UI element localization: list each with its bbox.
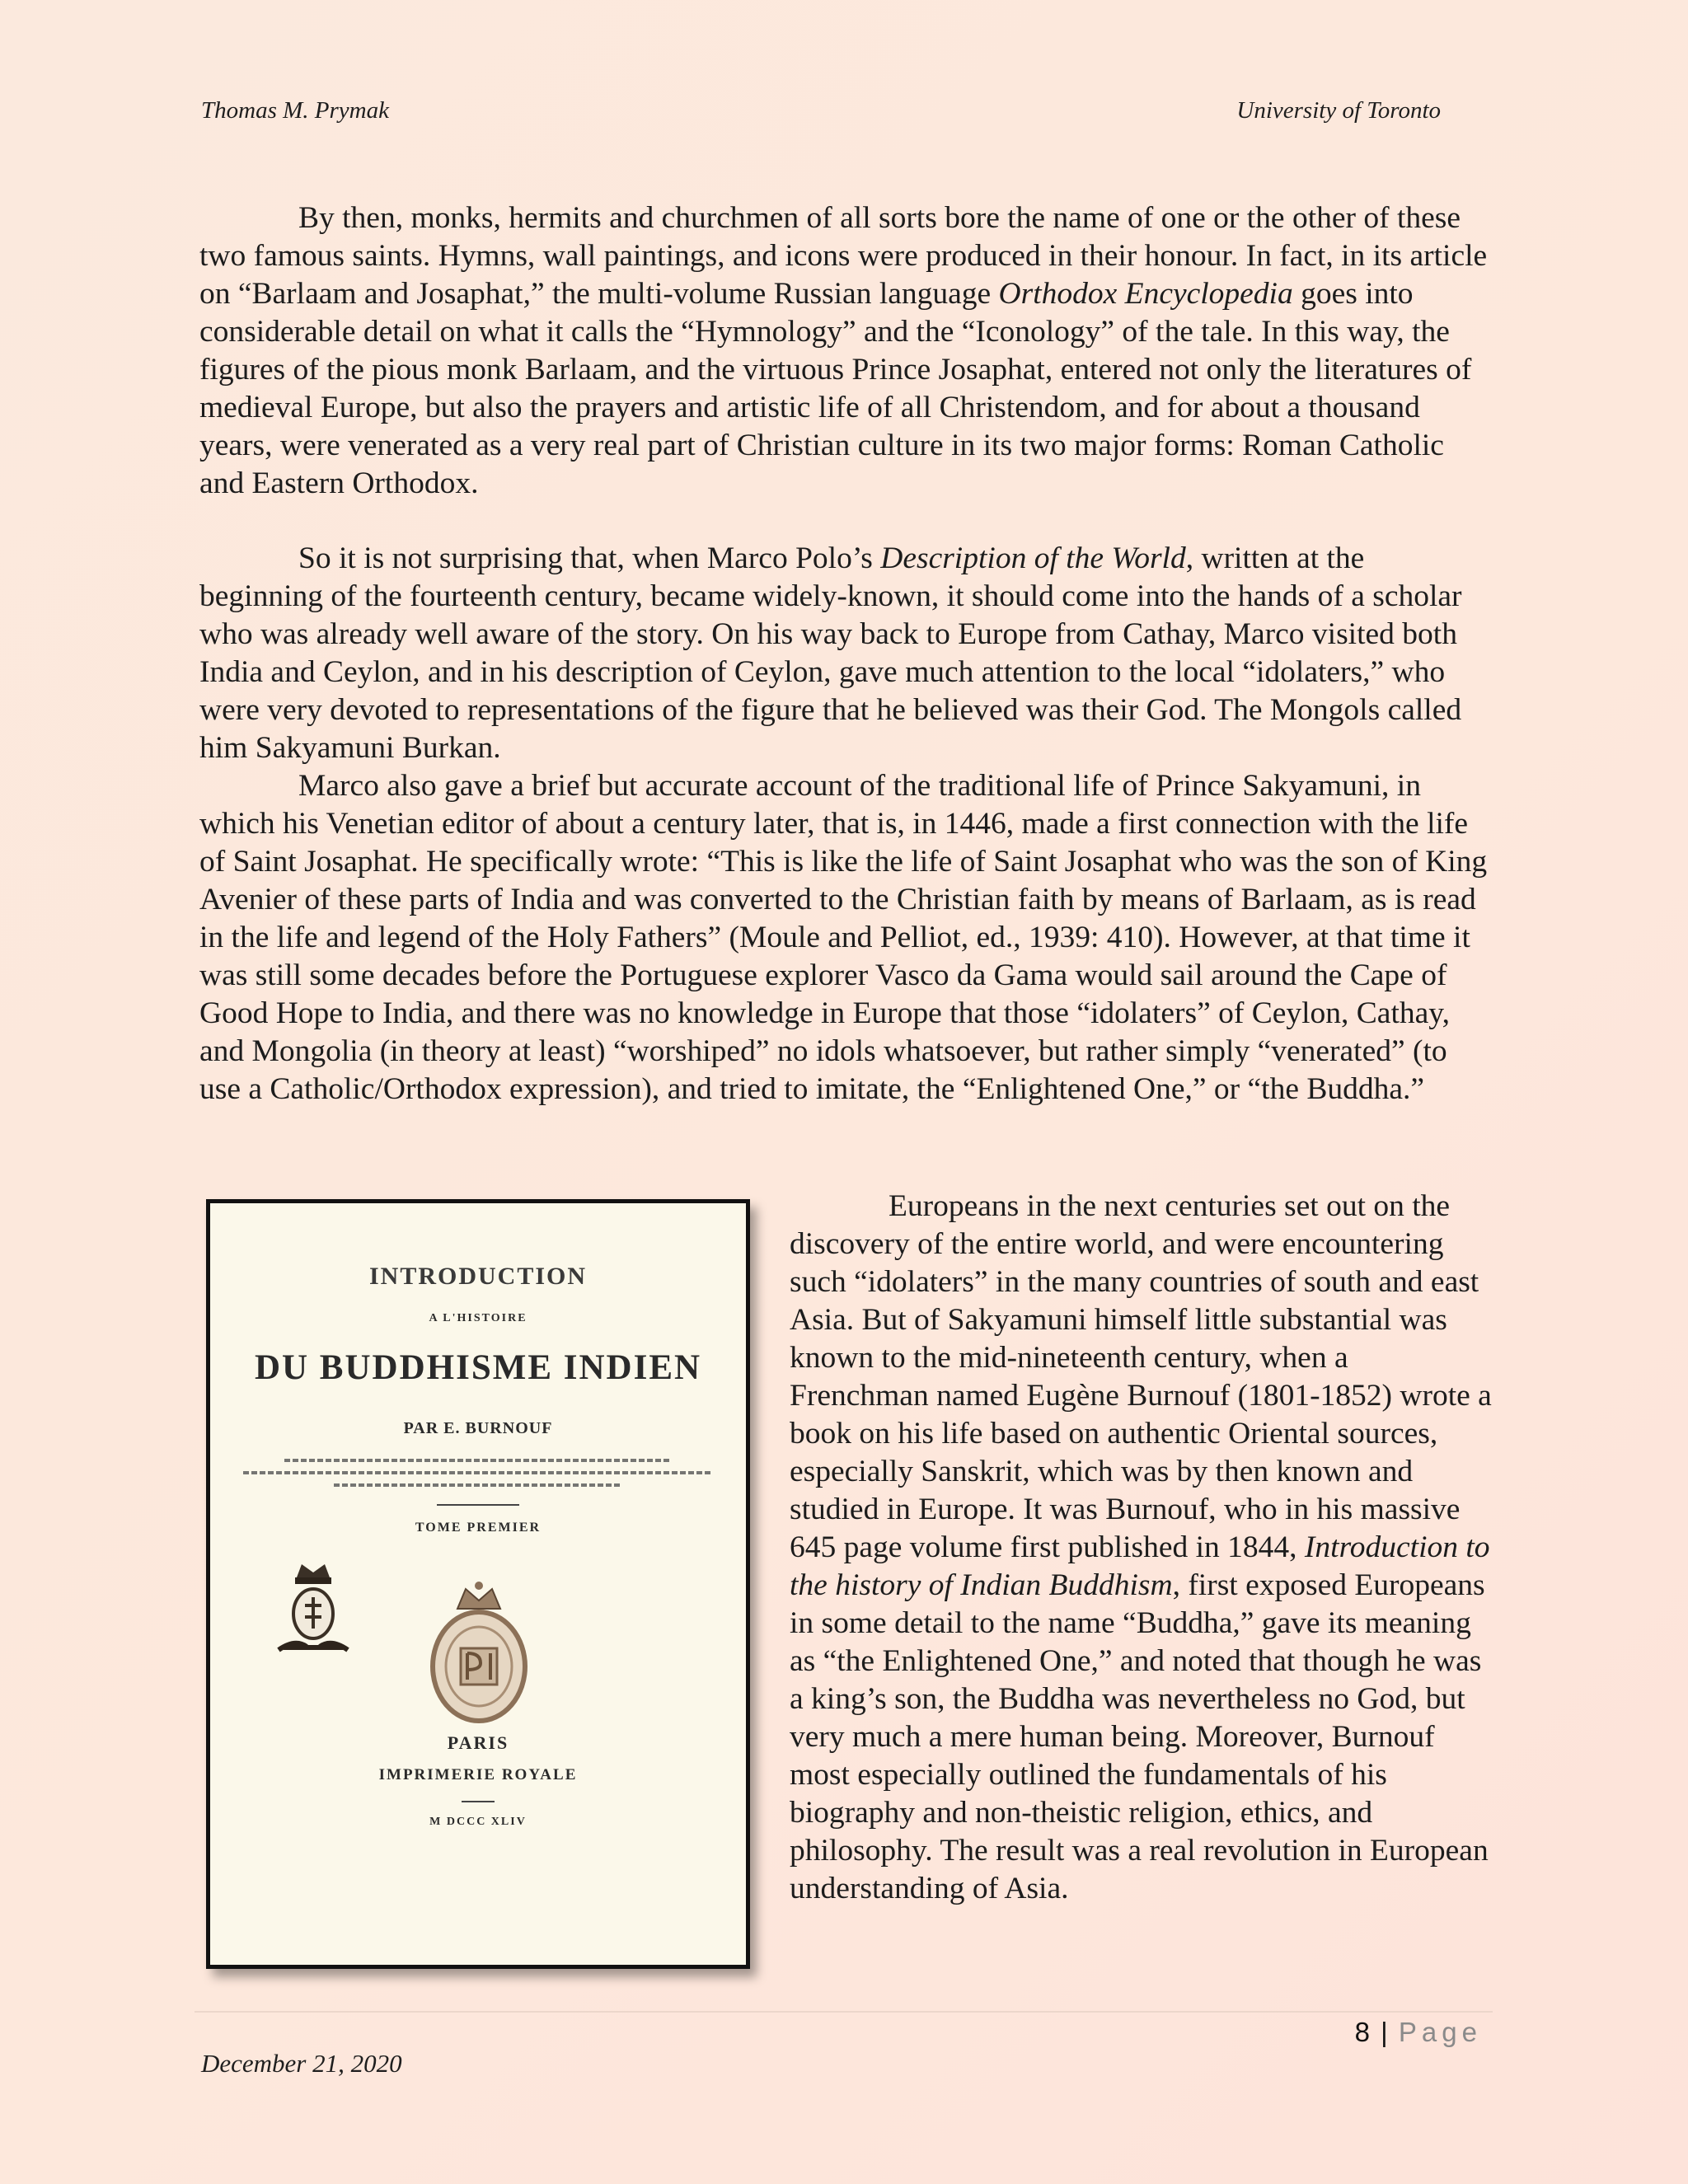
italic-title: Orthodox Encyclopedia: [998, 277, 1293, 311]
royal-crest-emblem: [272, 1559, 354, 1666]
header-author: Thomas M. Prymak: [201, 97, 389, 124]
cover-year: M DCCC XLIV: [429, 1816, 527, 1828]
cover-intro: INTRODUCTION: [368, 1263, 588, 1290]
italic-title: Description of the World: [880, 541, 1186, 575]
cover-sub: A L'HISTOIRE: [429, 1312, 528, 1324]
footer-divider: [195, 2011, 1493, 2013]
footer-date: December 21, 2020: [201, 2049, 402, 2078]
header-institution: University of Toronto: [1236, 97, 1441, 124]
cover-author: PAR E. BURNOUF: [403, 1419, 553, 1437]
cover-fine-print: [334, 1483, 622, 1487]
cover-city: PARIS: [447, 1732, 509, 1753]
cover-fine-print: [243, 1471, 713, 1474]
page-number: 8 | Page: [1354, 2017, 1482, 2047]
paragraph-1: By then, monks, hermits and churchmen of all sorts bore the name of one or the other of these two famous saints. Hymns, wall paintings, and icons were produced in their honour. In fact, in its article on “Barlaam and Josaphat,” the multi-volume Russian language Orthodox Encyclopedia goes into considerable detail on what it calls the “Hymnology” and the “Iconology” of the tale. In this way, the figures of the pious monk Barlaam, and the virtuous Prince Josaphat, entered not only the literatures of medieval Europe, but also the prayers and artistic life of all Christendom, and for about a thousand years, were venerated as a very real part of Christian culture in its two major forms: Roman Catholic and Eastern Orthodox.: [199, 201, 1488, 500]
italic-title: Introduction to the history of Indian Buddhism: [790, 1530, 1490, 1602]
book-cover-image: [206, 1199, 750, 1969]
cover-rule: [462, 1801, 495, 1802]
paragraph-2: So it is not surprising that, when Marco Polo’s Description of the World, written at the beginning of the fourteenth century, became widely-known, it should come into the hands of a scholar who was already well aware of the story. On his way back to Europe from Cathay, Marco visited both India and Ceylon, and in his description of Ceylon, gave much attention to the local “idolaters,” who were very devoted to representations of the figure that he believed was their God. The Mongols called him Sakyamuni Burkan.: [199, 541, 1462, 765]
page-header: [201, 97, 1441, 138]
paragraph-3: Marco also gave a brief but accurate account of the traditional life of Prince Sakyamuni, in which his Venetian editor of about a century later, that is, in 1446, made a first connection with the life of Saint Josaphat. He specifically wrote: “This is like the life of Saint Josaphat who was the son of King Avenier of these parts of India and was converted to the Christian faith by means of Barlaam, as is read in the life and legend of the Holy Fathers” (Moule and Pelliot, ed., 1939: 410). However, at that time it was still some decades before the Portuguese explorer Vasco da Gama would sail around the Cape of Good Hope to India, and there was no knowledge in Europe that those “idolaters” of Ceylon, Cathay, and Mongolia (in theory at least) “worshiped” no idols whatsoever, but rather simply “venerated” (to use a Catholic/Orthodox expression), and tried to imitate, the “Enlightened One,” or “the Buddha.”: [199, 769, 1488, 1106]
cover-rule: [437, 1504, 519, 1506]
cover-fine-print: [284, 1459, 672, 1462]
cover-title: DU BUDDHISME INDIEN: [254, 1348, 702, 1387]
cover-volume: TOME PREMIER: [415, 1521, 542, 1535]
paragraph-4: Europeans in the next centuries set out on the discovery of the entire world, and were encountering such “idolaters” in the many countries of south and east Asia. But of Sakyamuni himself little substantial was known to the mid-nineteenth century, when a Frenchman named Eugène Burnouf (1801-1852) wrote a book on his life based on authentic Oriental sources, especially Sanskrit, which was by then known and studied in Europe. It was Burnouf, who in his massive 645 page volume first published in 1844, Introduction to the history of Indian Buddhism, first exposed Europeans in some detail to the name “Buddha,” gave its meaning as “the Enlightened One,” and noted that though he was a king’s son, the Buddha was nevertheless no God, but very much a mere human being. Moreover, Burnouf most especially outlined the fundamentals of his biography and non-theistic religion, ethics, and philosophy. The result was a real revolution in European understanding of Asia.: [790, 1189, 1492, 1905]
royal-seal-emblem: [424, 1576, 533, 1724]
cover-publisher: IMPRIMERIE ROYALE: [378, 1766, 578, 1783]
